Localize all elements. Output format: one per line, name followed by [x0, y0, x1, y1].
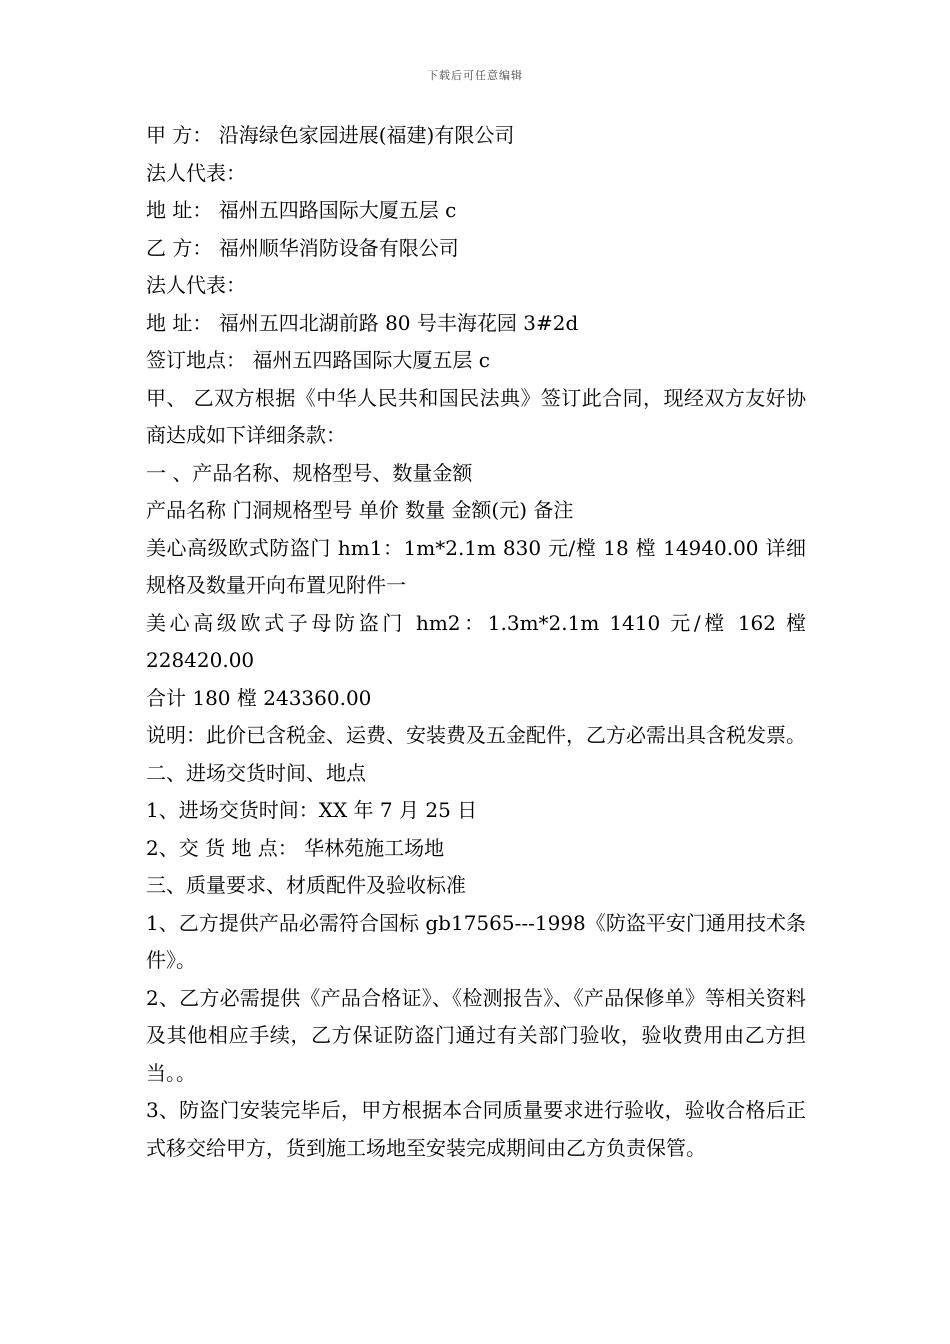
- party-a: 甲 方： 沿海绿色家园进展(福建)有限公司: [146, 123, 515, 147]
- product-item-2: 美心高级欧式子母防盗门 hm2：1.3m*2.1m 1410 元/樘 162 樘 228420.00: [146, 610, 806, 672]
- section-3-title: 三、质量要求、材质配件及验收标准: [146, 873, 466, 897]
- product-item-1: 美心高级欧式防盗门 hm1：1m*2.1m 830 元/樘 18 樘 14940.00 详细规格及数量开向布置见附件一: [146, 535, 806, 597]
- party-b-address: 地 址： 福州五四北湖前路 80 号丰海花园 3#2d: [146, 310, 579, 335]
- party-b: 乙 方： 福州顺华消防设备有限公司: [146, 235, 459, 260]
- delivery-time: 1、进场交货时间：XX 年 7 月 25 日: [146, 798, 478, 822]
- quality-clause-1: 1、乙方提供产品必需符合国标 gb17565---1998《防盗平安门通用技术条件》。: [146, 910, 806, 972]
- party-a-representative: 法人代表：: [146, 160, 246, 185]
- product-table-header: 产品名称 门洞规格型号 单价 数量 金额(元) 备注: [146, 498, 574, 522]
- page-header-note: 下载后可任意编辑: [427, 69, 523, 82]
- contract-body: [146, 117, 806, 1167]
- price-note: 说明：此价已含税金、运费、安装费及五金配件，乙方必需出具含税发票。: [146, 723, 806, 747]
- section-1-title: 一 、产品名称、规格型号、数量金额: [146, 460, 473, 485]
- delivery-place: 2、交 货 地 点： 华林苑施工场地: [146, 835, 445, 860]
- party-b-representative: 法人代表：: [146, 273, 246, 297]
- section-2-title: 二、进场交货时间、地点: [146, 760, 366, 785]
- quality-clause-2: 2、乙方必需提供《产品合格证》、《检测报告》、《产品保修单》等相关资料及其他相应手续，乙方保证防盗门通过有关部门验收，验收费用由乙方担当。。: [146, 985, 806, 1085]
- quality-clause-3: 3、防盗门安装完毕后，甲方根据本合同质量要求进行验收，验收合格后正式移交给甲方，货到施工场地至安装完成期间由乙方负责保管。: [146, 1098, 806, 1160]
- party-a-address: 地 址： 福州五四路国际大厦五层 c: [146, 198, 457, 222]
- sign-place: 签订地点： 福州五四路国际大厦五层 c: [146, 348, 490, 372]
- product-total: 合计 180 樘 243360.00: [146, 685, 372, 710]
- preamble-paragraph: 甲、 乙双方根据《中华人民共和国民法典》签订此合同，现经双方友好协商达成如下详细条款：: [146, 385, 806, 447]
